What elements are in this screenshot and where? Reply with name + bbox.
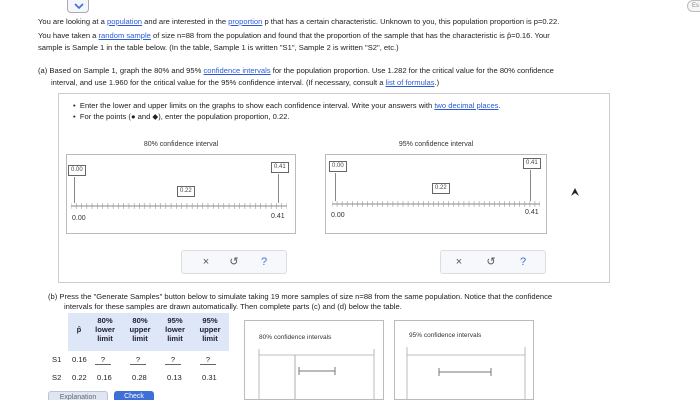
clear-x-icon[interactable]: × [202,256,210,268]
graph-80-point-input[interactable]: 0.22 [177,186,195,197]
graph-80-axis [71,200,287,214]
graph-95-upper-input[interactable]: 0.41 [523,158,541,169]
graph-80-axis-ticks [71,200,287,212]
samples-80-graph: 80% confidence intervals [244,320,384,400]
undo-icon[interactable]: ↺ [486,256,496,268]
part-b-line-2: intervals for these samples are drawn automatically. Then complete parts (c) and (d) below the table. [64,302,402,311]
table-row: S2 0.22 0.16 0.28 0.13 0.31 [52,373,217,382]
random-sample-link[interactable]: random sample [98,31,151,40]
col-phat: p̂ [72,325,86,334]
graph-95-axis-min: 0.00 [331,212,345,219]
corner-tab[interactable]: Es [687,0,700,12]
graph-80-toolbar [181,250,287,274]
samples-95-graph: 95% confidence intervals [394,320,534,400]
intro-line-2: You have taken a random sample of size n=88 from the population and found that the proportion of the sample that has the characteristic is p̂=0.16. Your [38,31,550,40]
graph-80-axis-min: 0.00 [72,215,86,222]
confidence-intervals-link[interactable]: confidence intervals [203,66,271,75]
bullet-1: • Enter the lower and upper limits on the graphs to show each confidence interval. Write your answers with two decimal places. [73,101,501,110]
col-95-upper: 95% upper limit [193,316,227,343]
graph-95-area [325,138,547,234]
graph-95-axis-max: 0.41 [525,209,539,216]
intro-line-3: sample is Sample 1 in the table below. (In the table, Sample 1 is written "S1", Sample 2 is written "S2", etc.) [38,43,399,52]
graph-80-title: 80% confidence interval [143,141,219,148]
graph-80-upper-input[interactable]: 0.41 [271,162,289,173]
proportion-link[interactable]: proportion [228,17,263,26]
collapse-chevron-button[interactable] [67,0,89,13]
col-80-upper: 80% upper limit [123,316,157,343]
graph-95-axis-ticks [332,198,540,210]
graph-95-box [325,154,547,234]
graph-80-lower-input[interactable]: 0.00 [68,165,86,176]
graph-95-title: 95% confidence interval [398,141,474,148]
formulas-link[interactable]: list of formulas [385,78,435,87]
bullet-2: • For the points (● and ◆), enter the population proportion, 0.22. [73,112,290,121]
table-row: S1 0.16 ? ? ? ? [48,355,232,367]
chevron-down-icon [74,3,84,9]
graph-95-lower-input[interactable]: 0.00 [329,161,347,172]
part-a-line-1: (a) Based on Sample 1, graph the 80% and 95% confidence intervals for the population proportion. Use 1.282 for the critical value for the 80% confidence [38,66,554,75]
two-decimal-places-link[interactable]: two decimal places [434,101,499,110]
help-icon[interactable]: ? [519,256,527,268]
clear-x-icon[interactable]: × [455,256,463,268]
explanation-button[interactable]: Explanation [48,391,108,400]
graph-95-toolbar [440,250,546,274]
population-link[interactable]: population [106,17,143,26]
graph-95-axis [332,198,540,212]
samples-80-lines [249,349,379,399]
part-b-line-1: (b) Press the "Generate Samples" button below to simulate taking 19 more samples of size n=88 from the same population. Notice that the confidence [48,292,553,301]
col-95-lower: 95% lower limit [158,316,192,343]
col-80-lower: 80% lower limit [88,316,122,343]
part-a-line-2: interval, and use 1.960 for the critical value for the 95% confidence interval. (If necessary, consult a list of formulas.) [51,78,440,87]
samples-95-lines [399,347,529,399]
graph-80-axis-max: 0.41 [271,213,285,220]
help-icon[interactable]: ? [260,256,268,268]
intro-line-1: You are looking at a population and are interested in the proportion p that has a certain characteristic. Unknown to you, this population proportion is p=0.22. [38,17,560,26]
check-button[interactable]: Check [114,391,154,400]
graph-80-area [66,138,296,234]
undo-icon[interactable]: ↺ [229,256,239,268]
mouse-cursor-icon [570,187,580,199]
graph-95-point-input[interactable]: 0.22 [432,183,450,194]
